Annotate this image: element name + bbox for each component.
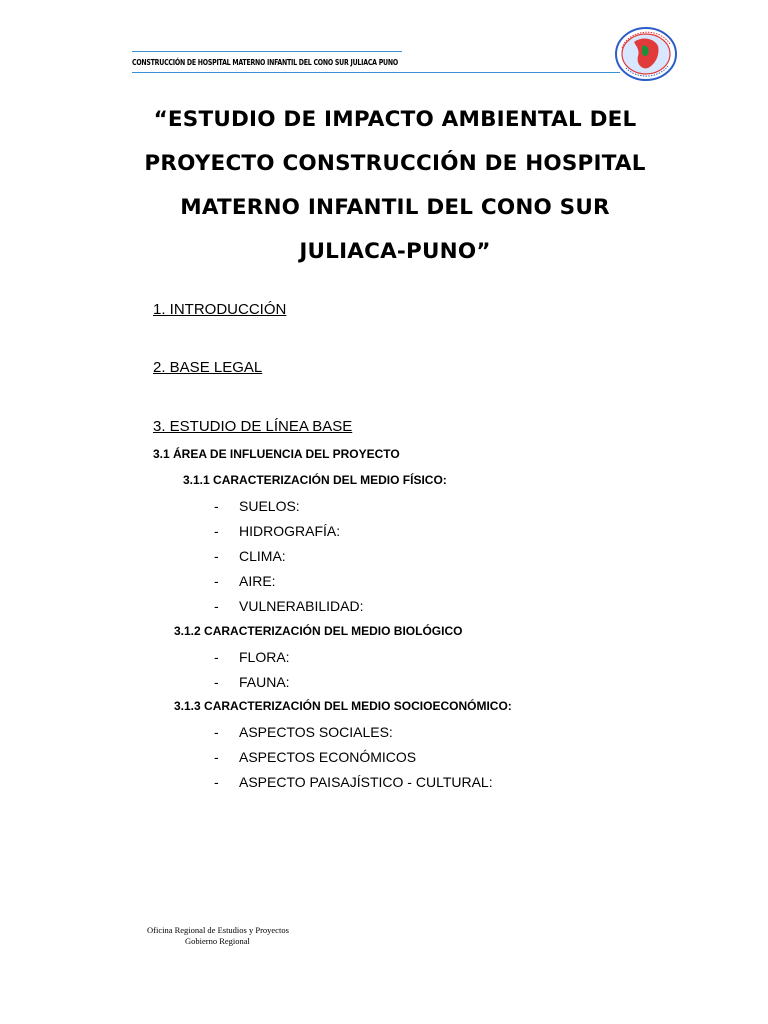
footer-government: Gobierno Regional (185, 936, 250, 946)
list-item-label: FLORA: (239, 649, 290, 665)
list-item (214, 749, 416, 765)
section-base-legal: 2. BASE LEGAL (153, 359, 263, 376)
list-item (214, 548, 286, 564)
list-dash: - (214, 724, 219, 740)
section-introduccion: 1. INTRODUCCIÓN (153, 301, 287, 318)
title-line: MATERNO INFANTIL DEL CONO SUR (180, 195, 610, 220)
subsection-medio-fisico: 3.1.1 CARACTERIZACIÓN DEL MEDIO FÍSICO: (183, 473, 447, 487)
footer-office: Oficina Regional de Estudios y Proyectos (147, 925, 289, 935)
list-dash: - (214, 749, 219, 765)
list-item-label: VULNERABILIDAD: (239, 598, 364, 614)
list-item (214, 598, 363, 614)
list-item-label: ASPECTO PAISAJÍSTICO - CULTURAL: (239, 774, 493, 790)
list-dash: - (214, 498, 219, 514)
list-item-label: ASPECTOS ECONÓMICOS (239, 749, 417, 765)
list-item (214, 724, 393, 740)
list-item (214, 649, 290, 665)
title-line: “ESTUDIO DE IMPACTO AMBIENTAL DEL (153, 107, 637, 132)
list-item-label: SUELOS: (239, 498, 300, 514)
list-item (214, 498, 300, 514)
list-dash: - (214, 573, 219, 589)
list-dash: - (214, 674, 219, 690)
list-item-label: AIRE: (239, 573, 276, 589)
list-dash: - (214, 523, 219, 539)
subsection-medio-biologico: 3.1.2 CARACTERIZACIÓN DEL MEDIO BIOLÓGICO (174, 624, 463, 638)
header-rule-bottom (132, 72, 620, 73)
list-item-label: CLIMA: (239, 548, 286, 564)
list-item-label: ASPECTOS SOCIALES: (239, 724, 393, 740)
list-item-label: HIDROGRAFÍA: (239, 523, 341, 539)
page-footer (147, 925, 289, 947)
list-dash: - (214, 548, 219, 564)
document-title (100, 98, 690, 274)
list-item (214, 774, 493, 790)
title-line: JULIACA-PUNO” (299, 239, 491, 264)
list-item (214, 674, 290, 690)
running-header: CONSTRUCCIÓN DE HOSPITAL MATERNO INFANTIL DEL CONO SUR JULIACA PUNO (132, 58, 398, 67)
list-dash: - (214, 649, 219, 665)
section-linea-base: 3. ESTUDIO DE LÍNEA BASE (153, 418, 353, 435)
header-rule-top (132, 51, 402, 52)
list-dash: - (214, 774, 219, 790)
list-item (214, 573, 276, 589)
subsection-medio-socioeconomico: 3.1.3 CARACTERIZACIÓN DEL MEDIO SOCIOECONÓMICO: (174, 699, 512, 713)
subsection-area-influencia: 3.1 ÁREA DE INFLUENCIA DEL PROYECTO (153, 447, 400, 461)
list-dash: - (214, 598, 219, 614)
list-item (214, 523, 340, 539)
list-item-label: FAUNA: (239, 674, 290, 690)
institution-logo-icon (612, 26, 680, 82)
title-line: PROYECTO CONSTRUCCIÓN DE HOSPITAL (144, 151, 646, 176)
